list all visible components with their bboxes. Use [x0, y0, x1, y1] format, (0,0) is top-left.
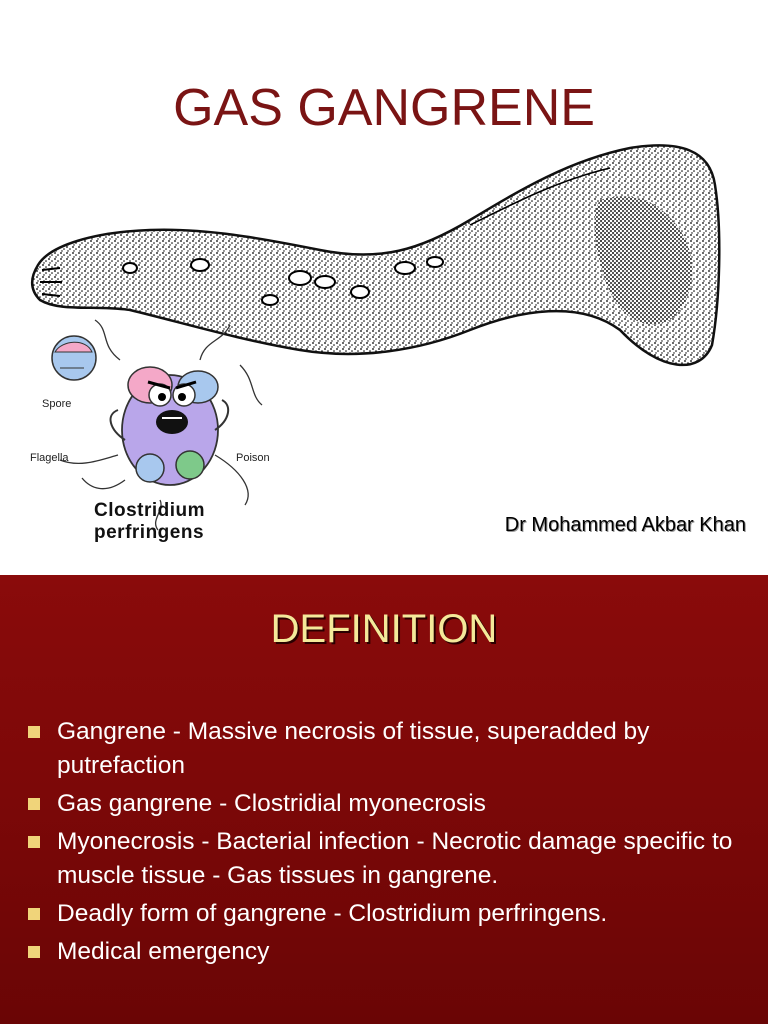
bullet-text: Deadly form of gangrene - Clostridium perfringens.: [57, 900, 608, 927]
poison-label: Poison: [236, 452, 270, 464]
bullet-item: [26, 825, 756, 893]
flagella-label: Flagella: [30, 452, 69, 464]
bullet-square-icon: [28, 836, 40, 848]
bullet-text: Gas gangrene - Clostridial myonecrosis: [57, 790, 486, 817]
spore-label: Spore: [42, 398, 72, 410]
definition-bullet-list: [26, 715, 756, 973]
definition-slide: [0, 575, 768, 1024]
bullet-square-icon: [28, 726, 40, 738]
bullet-text: Gangrene - Massive necrosis of tissue, superadded by putrefaction: [57, 718, 650, 779]
author-name: Dr Mohammed Akbar Khan: [504, 514, 746, 536]
bullet-item: [26, 787, 756, 821]
bullet-square-icon: [28, 908, 40, 920]
slide-title: GAS GANGRENE: [173, 79, 595, 137]
species-name: [94, 500, 205, 544]
definition-title: DEFINITION: [270, 607, 498, 651]
bullet-item: [26, 715, 756, 783]
bullet-item: [26, 897, 756, 931]
bullet-square-icon: [28, 946, 40, 958]
bullet-item: [26, 935, 756, 969]
species-line-2: perfringens: [94, 522, 205, 543]
species-line-1: Clostridium: [94, 500, 206, 521]
bullet-text: Myonecrosis - Bacterial infection - Necrotic damage specific to muscle tissue - Gas tissues in gangrene.: [57, 828, 733, 889]
bullet-text: Medical emergency: [57, 938, 270, 965]
bullet-square-icon: [28, 798, 40, 810]
